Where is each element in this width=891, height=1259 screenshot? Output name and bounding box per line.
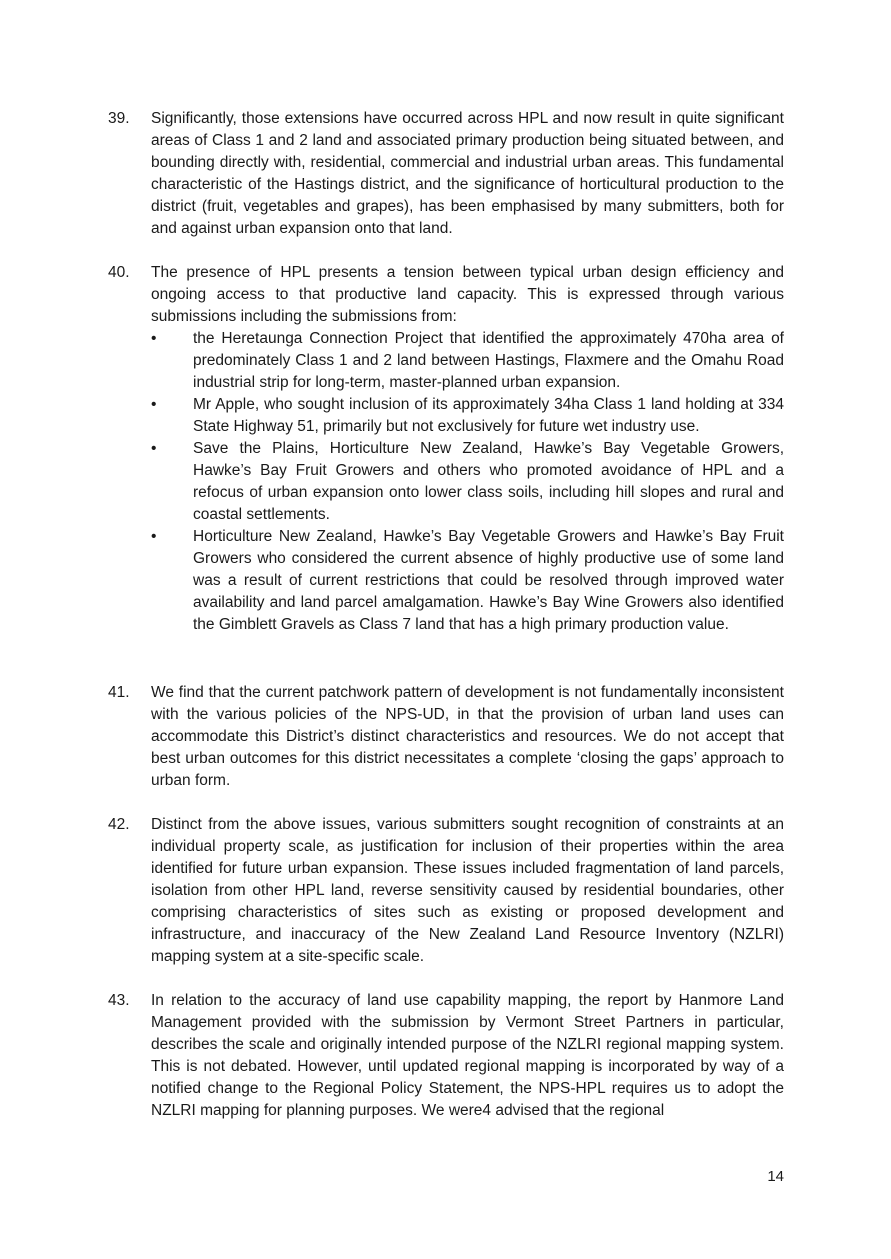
paragraph-42 <box>108 814 784 968</box>
bullet-text: Save the Plains, Horticulture New Zealand, Hawke’s Bay Vegetable Growers, Hawke’s Bay Fruit Growers and others who promoted avoidance of HPL and a refocus of urban expansion onto lower class soils, including hill slopes and rural and coastal settlements. <box>193 440 784 523</box>
paragraph-number: 41. <box>108 684 130 701</box>
paragraph-text: In relation to the accuracy of land use capability mapping, the report by Hanmore Land Management provided with the submission by Vermont Street Partners in particular, describes the scale and originally intended purpose of the NZLRI regional mapping system. This is not debated. However, until updated regional mapping is incorporated by way of a notified change to the Regional Policy Statement, the NPS-HPL requires us to adopt the NZLRI mapping for planning purposes. We were4 advised that the regional <box>151 992 784 1119</box>
bullet-icon: • <box>151 330 157 347</box>
bullet-icon: • <box>151 528 157 545</box>
bullet-icon: • <box>151 440 157 457</box>
paragraph-number: 39. <box>108 110 130 127</box>
bullet-item <box>151 394 784 438</box>
paragraph-number: 42. <box>108 816 130 833</box>
paragraph-40 <box>108 262 784 636</box>
paragraph-text: We find that the current patchwork pattern of development is not fundamentally inconsistent with the various policies of the NPS-UD, in that the provision of urban land uses can accommodate this District’s distinct characteristics and resources. We do not accept that best urban outcomes for this district necessitates a complete ‘closing the gaps’ approach to urban form. <box>151 684 784 789</box>
page-number: 14 <box>767 1168 784 1185</box>
paragraph-41 <box>108 682 784 792</box>
paragraph-text: Distinct from the above issues, various submitters sought recognition of constraints at an individual property scale, as justification for inclusion of their properties within the area identified for future urban expansion. These issues included fragmentation of land parcels, isolation from other HPL land, reverse sensitivity caused by residential boundaries, other comprising characteristics of sites such as existing or proposed development and infrastructure, and inaccuracy of the New Zealand Land Resource Inventory (NZLRI) mapping system at a site-specific scale. <box>151 816 784 965</box>
paragraph-39 <box>108 108 784 240</box>
bullet-icon: • <box>151 396 157 413</box>
paragraph-number: 43. <box>108 992 130 1009</box>
bullet-text: Horticulture New Zealand, Hawke’s Bay Vegetable Growers and Hawke’s Bay Fruit Growers who considered the current absence of highly productive use of some land was a result of current restrictions that could be resolved through improved water availability and land parcel amalgamation. Hawke’s Bay Wine Growers also identified the Gimblett Gravels as Class 7 land that has a high primary production value. <box>193 528 784 633</box>
bullet-item <box>151 526 784 636</box>
paragraph-number: 40. <box>108 264 130 281</box>
bullet-item <box>151 328 784 394</box>
bullet-text: the Heretaunga Connection Project that identified the approximately 470ha area of predominately Class 1 and 2 land between Hastings, Flaxmere and the Omahu Road industrial strip for long-term, master-planned urban expansion. <box>193 330 784 391</box>
paragraph-text <box>151 262 784 636</box>
bullet-text: Mr Apple, who sought inclusion of its approximately 34ha Class 1 land holding at 334 State Highway 51, primarily but not exclusively for future wet industry use. <box>193 396 784 435</box>
bullet-list <box>151 328 784 636</box>
paragraph-43 <box>108 990 784 1122</box>
paragraph-intro: The presence of HPL presents a tension between typical urban design efficiency and ongoing access to that productive land capacity. This is expressed through various submissions including the submissions from: <box>151 264 784 325</box>
bullet-item <box>151 438 784 526</box>
paragraph-text: Significantly, those extensions have occurred across HPL and now result in quite significant areas of Class 1 and 2 land and associated primary production being situated between, and bounding directly with, residential, commercial and industrial urban areas. This fundamental characteristic of the Hastings district, and the significance of horticultural production to the district (fruit, vegetables and grapes), has been emphasised by many submitters, both for and against urban expansion onto that land. <box>151 110 784 237</box>
